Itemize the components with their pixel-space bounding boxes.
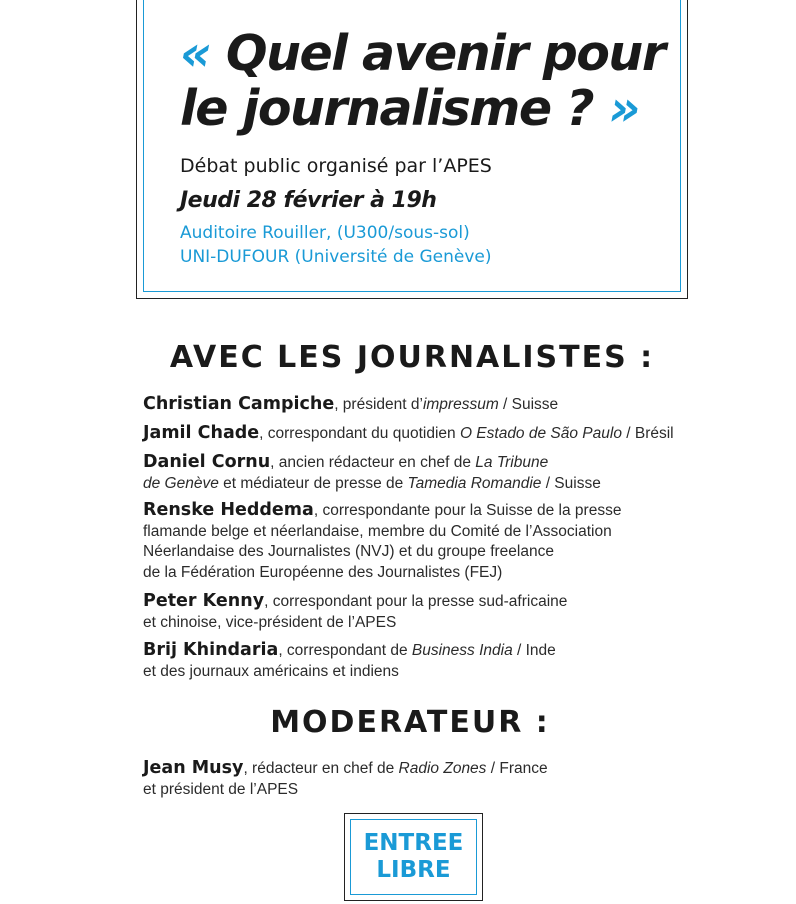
- subtitle: Débat public organisé par l’APES: [180, 155, 492, 177]
- title-open-quote: «: [180, 25, 211, 82]
- event-date: Jeudi 28 février à 19h: [180, 188, 437, 213]
- entry-text: / Suisse: [498, 396, 559, 413]
- free-entry-text: [364, 830, 464, 884]
- title-close-quote: »: [608, 80, 639, 137]
- venue-line-2: UNI-DUFOUR (Université de Genève): [180, 247, 492, 267]
- entry-text: / Brésil: [621, 425, 674, 442]
- entry-text: / France: [486, 760, 548, 777]
- journalists-heading: AVEC LES JOURNALISTES :: [169, 340, 655, 375]
- free-entry-inner: [350, 819, 477, 895]
- entry-text: Néerlandaise des Journalistes (NVJ) et du groupe freelance: [143, 543, 554, 560]
- journalist-entry: [143, 394, 703, 416]
- entry-text: , correspondant de: [278, 642, 412, 659]
- entry-italic: de Genève: [143, 474, 219, 492]
- entry-text: et des journaux américains et indiens: [143, 662, 399, 680]
- entry-text: et président de l’APES: [143, 780, 299, 798]
- venue-line-1: Auditoire Rouiller, (U300/sous-sol): [180, 223, 470, 243]
- entry-text: , rédacteur en chef de: [243, 760, 399, 777]
- journalist-name: Renske Heddema: [143, 500, 314, 520]
- entry-italic: Business India: [411, 642, 513, 659]
- journalist-name: Jamil Chade: [143, 423, 260, 443]
- journalist-entry: [143, 500, 703, 583]
- entry-text: et chinoise, vice-président de l’APES: [143, 613, 397, 631]
- entry-italic: impressum: [422, 396, 499, 413]
- page-title: [180, 26, 664, 136]
- entry-italic: La Tribune: [475, 454, 549, 471]
- entry-text: / Inde: [512, 642, 556, 659]
- journalist-name: Brij Khindaria: [143, 640, 279, 660]
- entry-text: / Suisse: [541, 474, 601, 492]
- entry-text: de la Fédération Européenne des Journalistes (FEJ): [143, 563, 503, 581]
- journalist-entry: [143, 423, 703, 445]
- journalist-entry: [143, 640, 703, 682]
- entry-italic: Radio Zones: [398, 760, 487, 777]
- entry-text: et médiateur de presse de: [218, 474, 408, 492]
- moderator-entry: [143, 758, 703, 800]
- title-line-1: Quel avenir pour: [225, 25, 665, 82]
- free-entry-badge: [344, 813, 483, 901]
- title-line-2: le journalisme ?: [180, 80, 594, 137]
- free-entry-line-2: LIBRE: [376, 857, 451, 883]
- moderator-name: Jean Musy: [143, 758, 244, 778]
- entry-text: , correspondante pour la Suisse de la presse: [313, 502, 622, 519]
- free-entry-line-1: ENTREE: [363, 830, 464, 856]
- entry-text: , ancien rédacteur en chef de: [270, 454, 476, 471]
- entry-text: flamande belge et néerlandaise, membre du Comité de l’Association: [143, 522, 612, 540]
- journalist-name: Christian Campiche: [143, 394, 335, 414]
- journalist-name: Peter Kenny: [143, 591, 265, 611]
- entry-italic: O Estado de São Paulo: [459, 425, 622, 442]
- moderator-heading: MODERATEUR :: [270, 705, 550, 740]
- entry-italic: Tamedia Romandie: [407, 474, 542, 492]
- entry-text: , correspondant du quotidien: [259, 425, 460, 442]
- journalist-entry: [143, 452, 703, 494]
- journalist-name: Daniel Cornu: [143, 452, 271, 472]
- entry-text: , président d’: [334, 396, 423, 413]
- entry-text: , correspondant pour la presse sud-africaine: [264, 593, 568, 610]
- journalist-entry: [143, 591, 703, 633]
